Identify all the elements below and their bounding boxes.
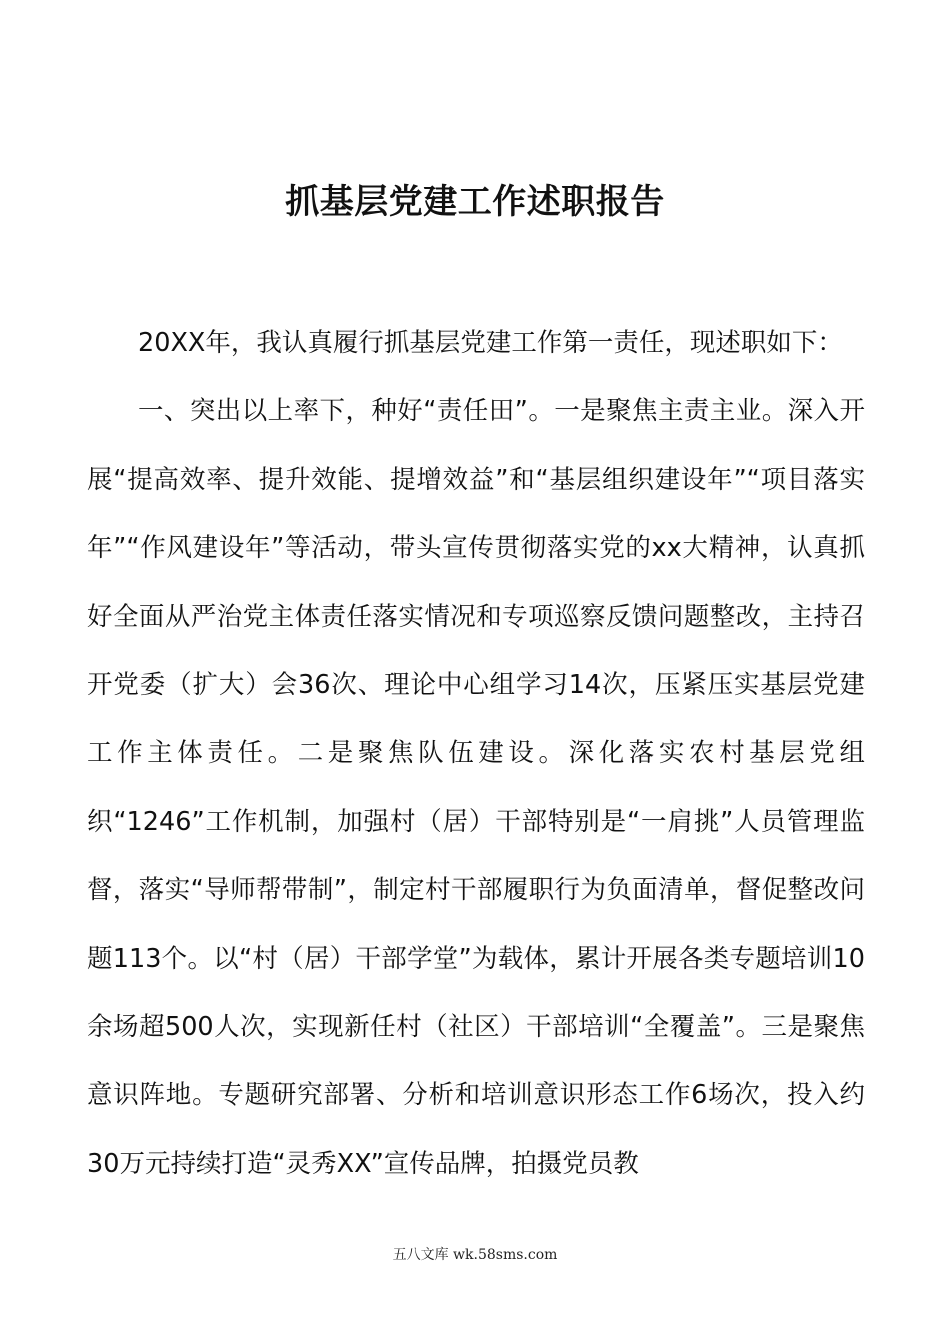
document-body bbox=[87, 309, 865, 1198]
document-title: 抓基层党建工作述职报告 bbox=[285, 182, 665, 222]
footer-watermark: 五八文库 wk.58sms.com bbox=[392, 1247, 558, 1263]
section-one-paragraph: 一、突出以上率下，种好“责任田”。一是聚焦主责主业。深入开展“提高效率、提升效能、提增效益”和“基层组织建设年”“项目落实年”“作风建设年”等活动，带头宣传贯彻落实党的xx大精神，认真抓好全面从严治党主体责任落实情况和专项巡察反馈问题整改，主持召开党委（扩大）会36次、理论中心组学习14次，压紧压实基层党建工作主体责任。二是聚焦队伍建设。深化落实农村基层党组织“1246”工作机制，加强村（居）干部特别是“一肩挑”人员管理监督，落实“导师帮带制”，制定村干部履职行为负面清单，督促整改问题113个。以“村（居）干部学堂”为载体，累计开展各类专题培训10余场超500人次，实现新任村（社区）干部培训“全覆盖”。三是聚焦意识阵地。专题研究部署、分析和培训意识形态工作6场次，投入约30万元持续打造“灵秀XX”宣传品牌，拍摄党员教 bbox=[87, 396, 865, 1179]
intro-paragraph: 20XX年，我认真履行抓基层党建工作第一责任，现述职如下： bbox=[138, 328, 843, 358]
